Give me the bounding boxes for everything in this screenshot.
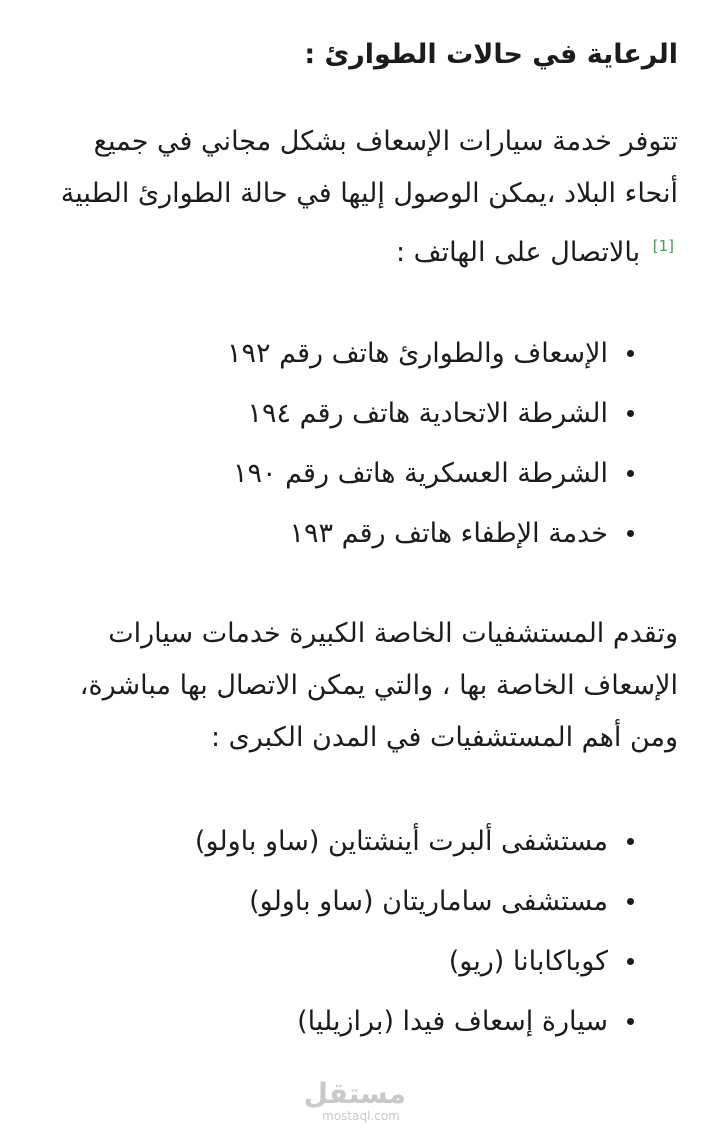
watermark-logo: مستقل bbox=[303, 1077, 406, 1110]
list-item-text: خدمة الإطفاء هاتف رقم ١٩٣ bbox=[289, 518, 608, 549]
intro-text-end: بالاتصال على الهاتف : bbox=[395, 237, 641, 268]
bullet-icon bbox=[627, 530, 634, 537]
bullet-icon bbox=[627, 350, 634, 357]
hospitals-paragraph: وتقدم المستشفيات الخاصة الكبيرة خدمات سيارات الإسعاف الخاصة بها ، والتي يمكن الاتصال بها مباشرة، ومن أهم المستشفيات في المدن الكبرى : bbox=[79, 618, 678, 753]
list-item-text: مستشفى ساماريتان (ساو باولو) bbox=[249, 886, 608, 917]
mostaql-watermark bbox=[303, 1077, 406, 1123]
list-item-text: مستشفى ألبرت أينشتاين (ساو باولو) bbox=[194, 826, 608, 857]
section-heading: الرعاية في حالات الطوارئ : bbox=[304, 39, 678, 70]
list-item-text: سيارة إسعاف فيدا (برازيليا) bbox=[297, 1006, 608, 1037]
list-item bbox=[42, 932, 608, 992]
list-item-text: كوباكابانا (ريو) bbox=[448, 946, 608, 977]
emergency-numbers-list bbox=[42, 324, 678, 564]
hospitals-list bbox=[42, 812, 678, 1052]
list-item bbox=[42, 444, 608, 504]
bullet-icon bbox=[627, 898, 634, 905]
bullet-icon bbox=[627, 958, 634, 965]
list-item-text: الشرطة الاتحادية هاتف رقم ١٩٤ bbox=[247, 398, 608, 429]
intro-paragraph bbox=[42, 116, 678, 279]
list-item-text: الإسعاف والطوارئ هاتف رقم ١٩٢ bbox=[227, 338, 608, 369]
list-item-text: الشرطة العسكرية هاتف رقم ١٩٠ bbox=[232, 458, 608, 489]
list-item bbox=[42, 992, 608, 1052]
intro-text: تتوفر خدمة سيارات الإسعاف بشكل مجاني في جميع أنحاء البلاد ،يمكن الوصول إليها في حالة الطوارئ الطبية bbox=[60, 126, 678, 209]
watermark-site: mostaql.com bbox=[322, 1109, 400, 1123]
reference-link[interactable]: [1] bbox=[652, 237, 674, 255]
list-item bbox=[42, 384, 608, 444]
list-item bbox=[42, 812, 608, 872]
list-item bbox=[42, 324, 608, 384]
list-item bbox=[42, 504, 608, 564]
bullet-icon bbox=[627, 1018, 634, 1025]
bullet-icon bbox=[627, 410, 634, 417]
list-item bbox=[42, 872, 608, 932]
bullet-icon bbox=[627, 838, 634, 845]
article-body bbox=[42, 30, 678, 1052]
bullet-icon bbox=[627, 470, 634, 477]
